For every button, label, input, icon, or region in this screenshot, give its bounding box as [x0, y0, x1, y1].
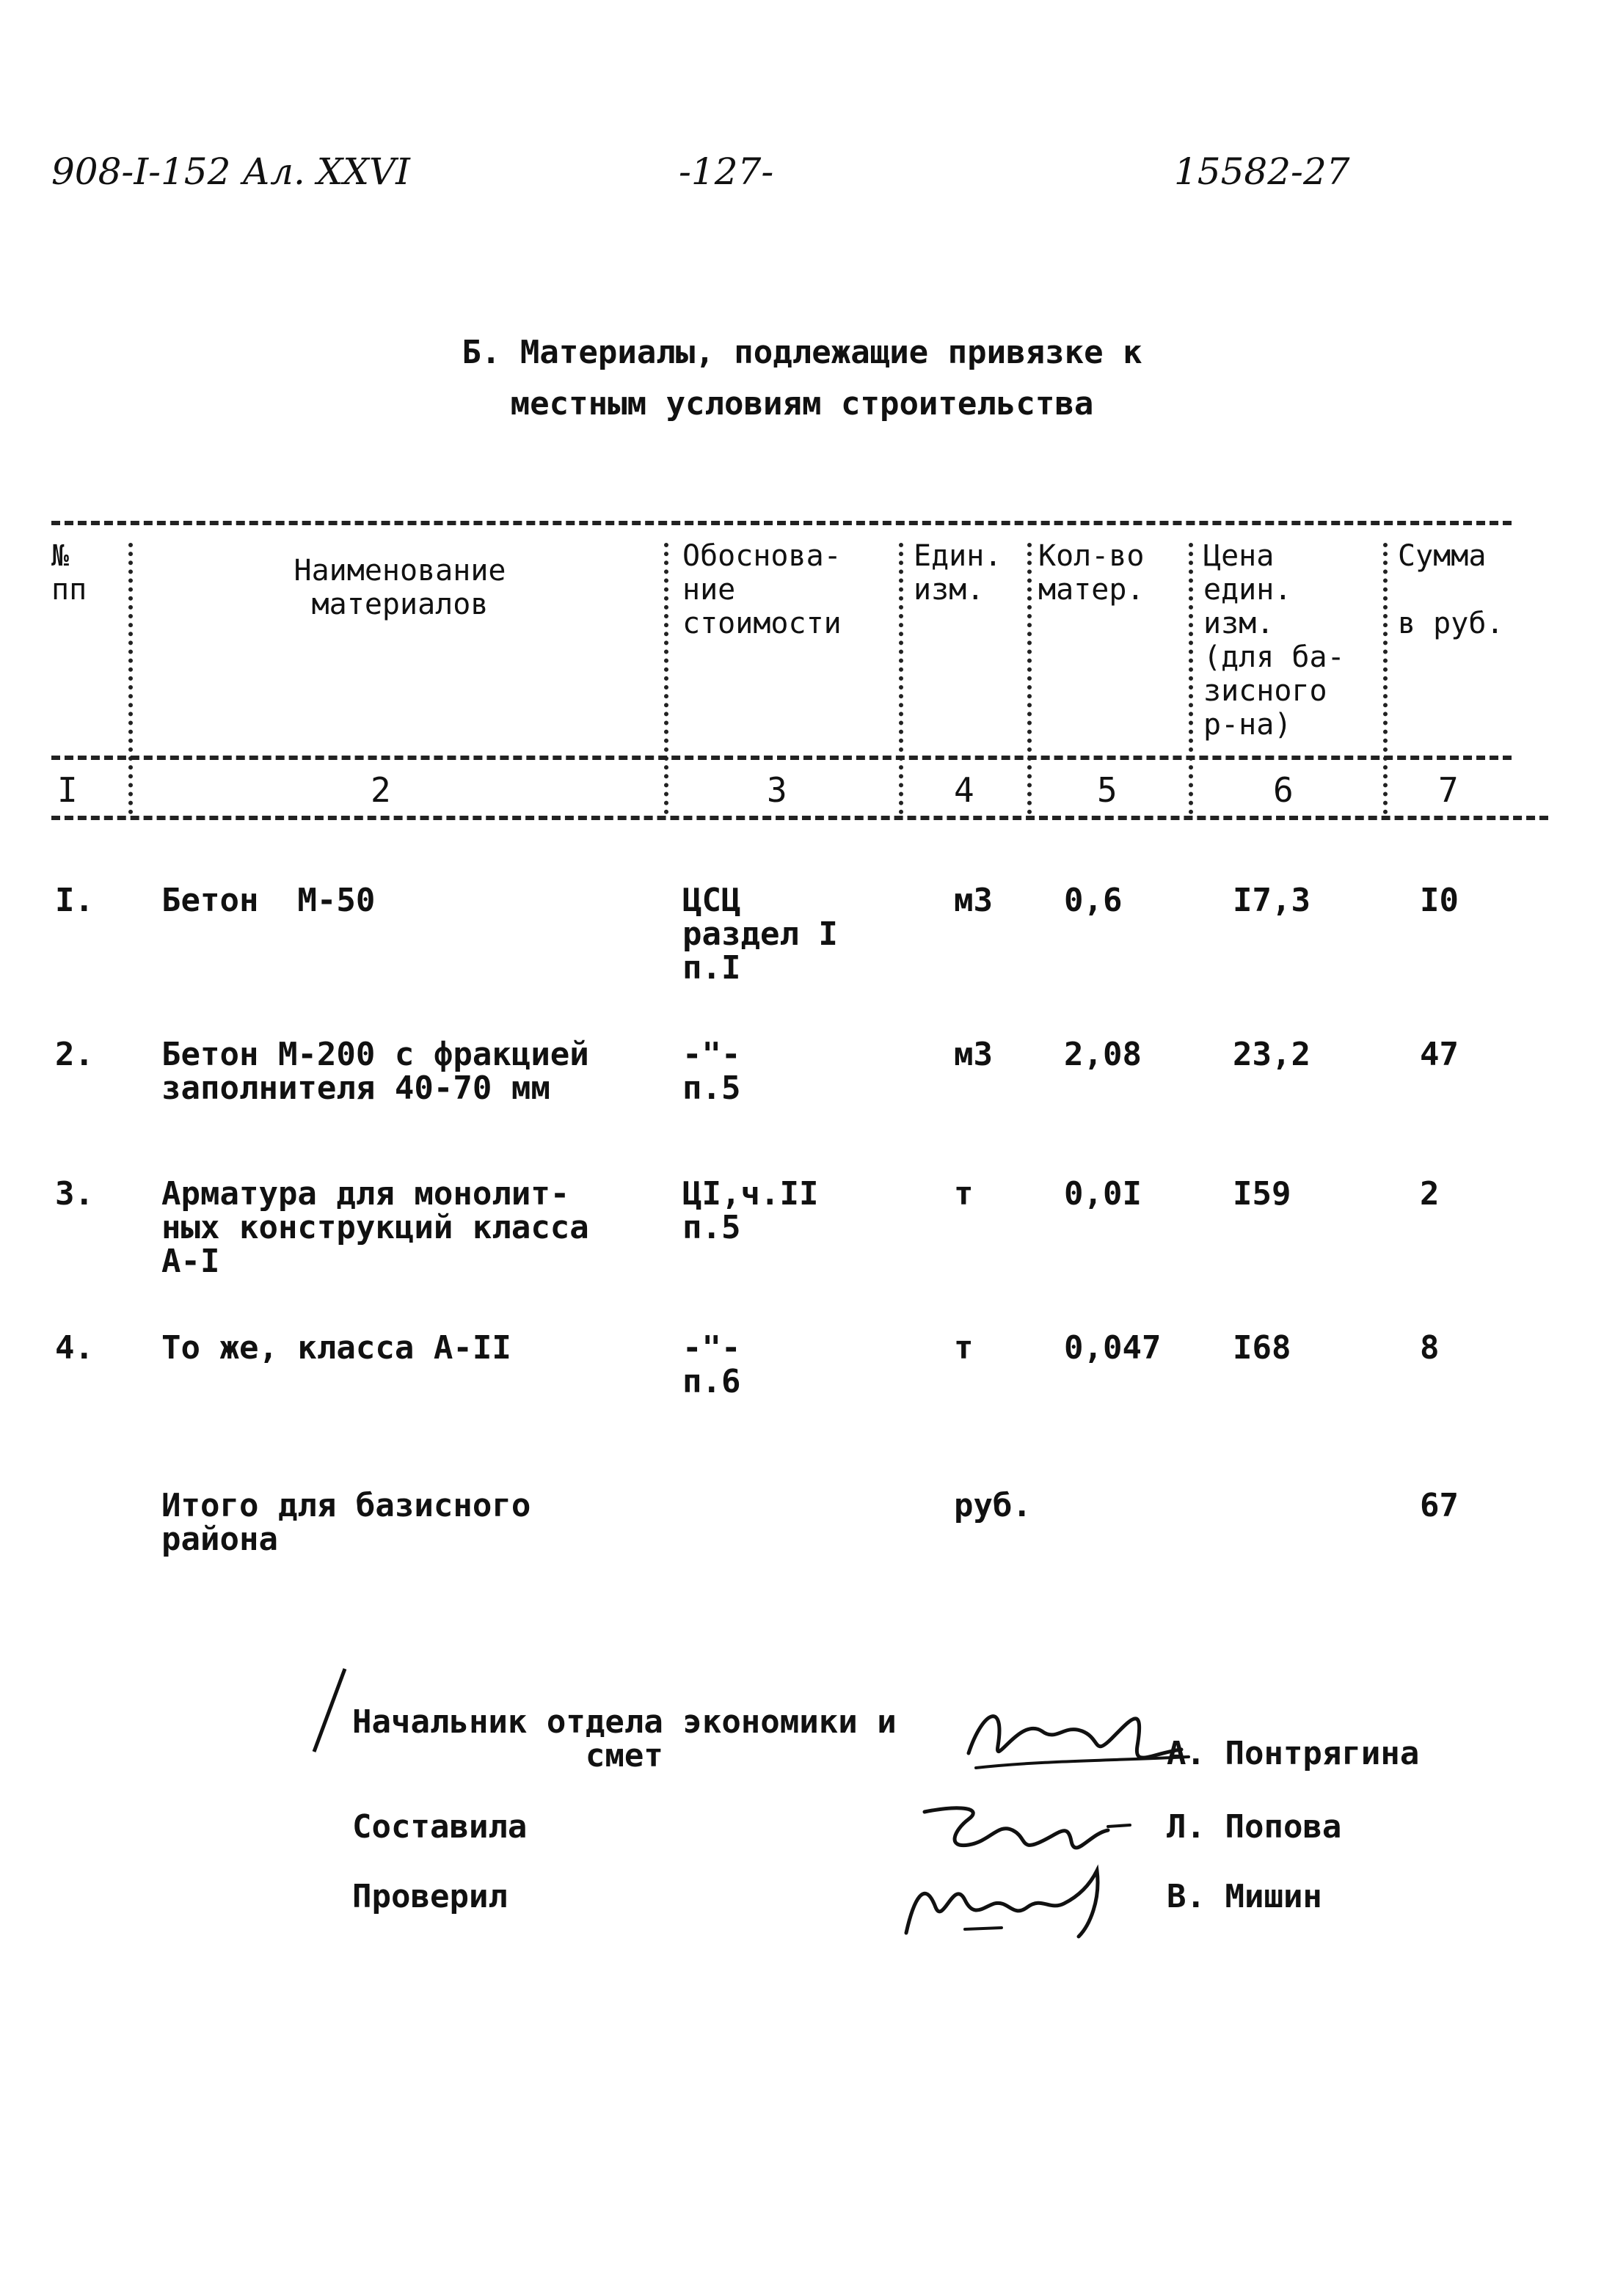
row-3-name: Арматура для монолит- ных конструкций класса А-I — [161, 1175, 589, 1280]
row-4-sum: 8 — [1420, 1329, 1440, 1367]
signature-name-checked: В. Мишин — [1167, 1878, 1322, 1915]
handwritten-signature-1 — [954, 1687, 1196, 1783]
row-4-basis: -"- п.6 — [682, 1329, 741, 1400]
column-number: 7 — [1438, 770, 1459, 810]
row-3-quantity: 0,0I — [1064, 1175, 1142, 1213]
section-title-line1: Б. Материалы, подлежащие привязке к — [462, 334, 1142, 371]
header-sum: Сумма в руб. — [1398, 539, 1504, 640]
column-separator — [899, 543, 903, 814]
column-number: 6 — [1273, 770, 1294, 810]
column-separator — [1027, 543, 1032, 814]
row-1-name: Бетон М-50 — [161, 882, 376, 919]
row-1-sum: I0 — [1420, 882, 1459, 919]
signature-role-head: Начальник отдела экономики и смет — [352, 1703, 897, 1774]
row-2-unit: м3 — [954, 1036, 993, 1073]
header-unit: Един. изм. — [914, 539, 1002, 607]
handwritten-signature-3 — [892, 1856, 1126, 1944]
column-separator — [664, 543, 668, 814]
row-4-unit: т — [954, 1329, 974, 1367]
document-code: 908-I-152 Ал. XXVI — [51, 150, 410, 193]
row-4-quantity: 0,047 — [1064, 1329, 1162, 1367]
section-title-line2: местным условиям строительства — [510, 385, 1094, 423]
header-number: № пп — [51, 539, 87, 607]
row-2-name: Бетон М-200 с фракцией заполнителя 40-70 мм — [161, 1036, 589, 1107]
row-2-basis: -"- п.5 — [682, 1036, 741, 1107]
row-4-name: То же, класса А-II — [161, 1329, 511, 1367]
slash-mark — [308, 1665, 352, 1761]
column-number: I — [57, 770, 78, 810]
column-number: 4 — [954, 770, 974, 810]
header-price: Цена един. изм. (для ба- зисного р-на) — [1203, 539, 1345, 742]
signature-name-compiled: Л. Попова — [1167, 1808, 1342, 1846]
row-3-sum: 2 — [1420, 1175, 1440, 1213]
row-3-unit: т — [954, 1175, 974, 1213]
row-1-quantity: 0,6 — [1064, 882, 1123, 919]
column-separator — [1383, 543, 1388, 814]
row-1-unit: м3 — [954, 882, 993, 919]
total-sum: 67 — [1420, 1487, 1459, 1524]
row-4-number: 4. — [55, 1329, 94, 1367]
row-3-price: I59 — [1233, 1175, 1291, 1213]
table-top-rule — [51, 521, 1512, 525]
header-name: Наименование материалов — [294, 554, 506, 621]
row-2-number: 2. — [55, 1036, 94, 1073]
header-quantity: Кол-во матер. — [1038, 539, 1145, 607]
row-1-number: I. — [55, 882, 94, 919]
table-numbers-rule — [51, 816, 1548, 820]
table-header-rule — [51, 756, 1512, 760]
signature-role-checked: Проверил — [352, 1878, 508, 1915]
row-1-price: I7,3 — [1233, 882, 1310, 919]
row-4-price: I68 — [1233, 1329, 1291, 1367]
column-number: 2 — [371, 770, 391, 810]
row-2-sum: 47 — [1420, 1036, 1459, 1073]
page-number: -127- — [679, 150, 774, 193]
column-separator — [1189, 543, 1193, 814]
row-3-number: 3. — [55, 1175, 94, 1213]
signature-role-compiled: Составила — [352, 1808, 528, 1846]
total-unit: руб. — [954, 1487, 1032, 1524]
row-2-price: 23,2 — [1233, 1036, 1310, 1073]
signature-name-head: А. Понтрягина — [1167, 1735, 1420, 1772]
row-3-basis: ЦI,ч.II п.5 — [682, 1175, 819, 1246]
header-basis: Обоснова- ние стоимости — [682, 539, 842, 640]
total-label: Итого для базисного района — [161, 1487, 531, 1558]
document-number: 15582-27 — [1174, 150, 1350, 193]
column-number: 5 — [1097, 770, 1118, 810]
row-2-quantity: 2,08 — [1064, 1036, 1142, 1073]
row-1-basis: ЦСЦ раздел I п.I — [682, 882, 838, 987]
column-separator — [128, 543, 133, 814]
column-number: 3 — [767, 770, 787, 810]
